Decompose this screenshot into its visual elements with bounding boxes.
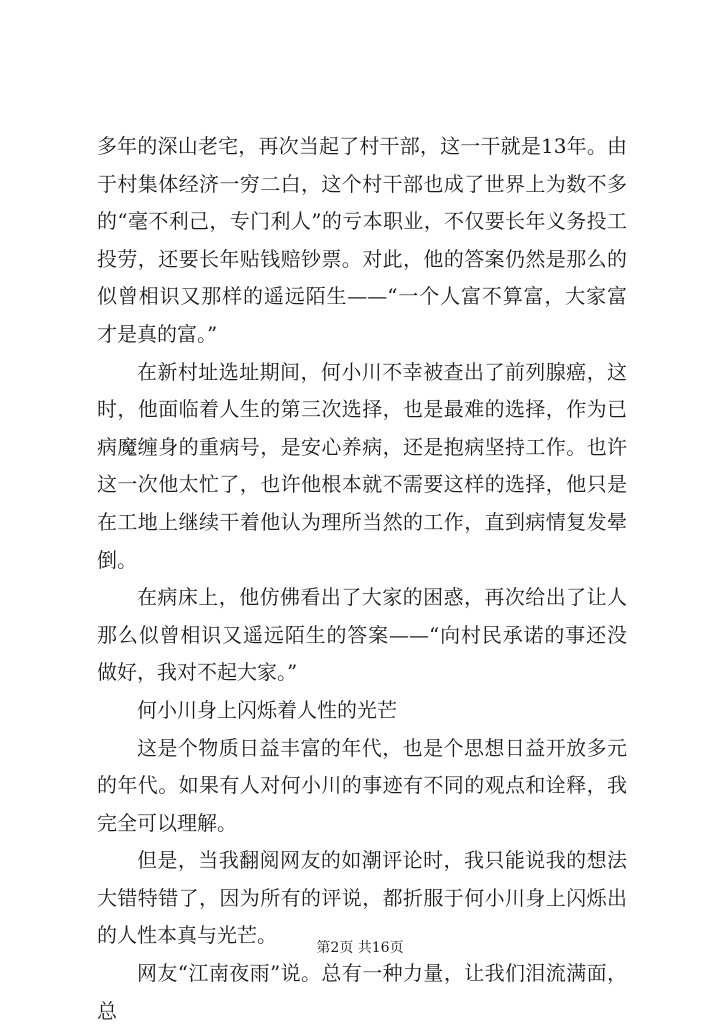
paragraph-4: 这是个物质日益丰富的年代，也是个思想日益开放多元的年代。如果有人对何小川的事迹有不同的观点和诠释，我完全可以理解。 [97,735,627,835]
paragraph-3: 在病床上，他仿佛看出了大家的困惑，再次给出了让人那么似曾相识又遥远陌生的答案——“向村民承诺的事还没做好，我对不起大家。” [97,585,627,685]
paragraph-5: 但是，当我翻阅网友的如潮评论时，我只能说我的想法大错特错了，因为所有的评说，都折服于何小川身上闪烁出的人性本真与光芒。 [97,848,627,948]
section-heading: 何小川身上闪烁着人性的光芒 [137,697,397,722]
paragraph-6: 网友“江南夜雨”说。总有一种力量，让我们泪流满面，总 [97,961,627,1023]
paragraph-1: 多年的深山老宅，再次当起了村干部，这一干就是13年。由于村集体经济一穷二白，这个村干部也成了世界上为数不多的“毫不利己，专门利人”的亏本职业，不仅要长年义务投工投劳，还要长年贴钱赔钞票。对此，他的答案仍然是那么的似曾相识又那样的遥远陌生——“一个人富不算富，大家富才是真的富。” [97,134,627,346]
document-body [97,128,627,1030]
page-footer [0,937,720,957]
paragraph-2: 在新村址选址期间，何小川不幸被查出了前列腺癌，这时，他面临着人生的第三次选择，也是最难的选择，作为已病魔缠身的重病号，是安心养病，还是抱病坚持工作。也许这一次他太忙了，也许他根本就不需要这样的选择，他只是在工地上继续干着他认为理所当然的工作，直到病情复发晕倒。 [97,359,627,572]
page-number: 第2页 共16页 [316,940,404,956]
